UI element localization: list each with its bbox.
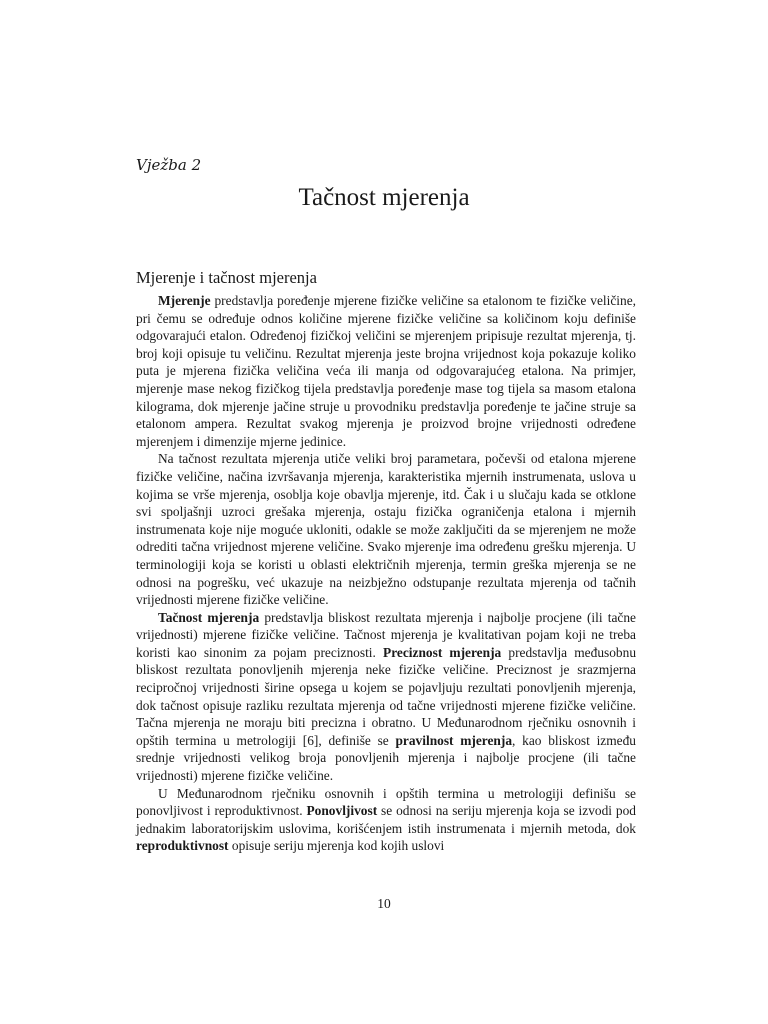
paragraph-2 <box>136 450 636 608</box>
page-number: 10 <box>377 896 391 911</box>
paragraph-3 <box>136 609 636 785</box>
section-heading: Mjerenje i tačnost mjerenja <box>136 268 317 287</box>
paragraph-1-text: predstavlja poređenje mjerene fizičke veličine sa etalonom te fizičke veličine, pri čemu se određuje odnos količine mjerene fizičke veličine sa količinom koju definiše odgovarajući etalon. Određenoj fizičkoj veličini se mjerenjem pripisuje rezultat mjerenja, tj. broj koji opisuje tu veličinu. Rezultat mjerenja jeste brojna vrijednost koja pokazuje koliko puta je mjerena fizička veličina veća ili manja od odgovarajućeg etalona. Na primjer, mjerenje mase nekog fizičkog tijela predstavlja poređenje mase tog tijela sa masom etalona kilograma, dok mjerenje jačine struje u provodniku predstavlja poređenje te jačine struje sa etalonom ampera. Rezultat svakog mjerenja je proizvod brojne vrijednosti određene mjerenjem i dimenzije mjerne jedinice. <box>136 293 636 449</box>
term-mjerenje: Mjerenje <box>158 293 211 308</box>
chapter-title: Tačnost mjerenja <box>298 184 470 211</box>
term-preciznost-mjerenja: Preciznost mjerenja <box>383 644 502 660</box>
paragraph-4 <box>136 785 636 855</box>
term-reproduktivnost: reproduktivnost <box>136 838 229 854</box>
term-ponovljivost: Ponovljivost <box>306 803 378 819</box>
chapter-label: Vježba 2 <box>136 156 202 174</box>
term-pravilnost-mjerenja: pravilnost mjerenja <box>395 732 513 748</box>
paragraph-4-text-a: U Međunarodnom rječniku osnovnih i opštih termina u metrologiji definišu se ponovljivost i reproduktivnost. <box>136 785 636 819</box>
body-text <box>136 292 636 855</box>
paragraph-4-text-b: se odnosi na seriju mjerenja koja se izvodi pod jednakim laboratorijskim uslovima, korišćenjem istih instrumenata i mjernih metoda, dok <box>136 803 636 836</box>
paragraph-3-text-a: predstavlja bliskost rezultata mjerenja i najbolje procjene (ili tačne vrijednosti) mjerene fizičke veličine. Tačnost mjerenja je kvalitativan pojam koji ne treba koristi kao sinonim za pojam preciznosti. <box>136 609 636 660</box>
paragraph-4-text-c: opisuje seriju mjerenja kod kojih uslovi <box>228 838 445 854</box>
term-tacnost-mjerenja: Tačnost mjerenja <box>158 609 260 625</box>
paragraph-3-text-c: , kao bliskost između srednje vrijednosti velikog broja ponovljenih mjerenja i najbolje procjene (ili tačne vrijednosti) mjerene fizičke veličine. <box>136 732 637 784</box>
paragraph-3-text-b: predstavlja međusobnu bliskost rezultata ponovljenih mjerenja neke fizičke veličine. Preciznost je srazmjerna recipročnoj vrijednosti širine opsega u kojem se pojavljuju rezultati ponovljenih mjerenja, dok tačnost opisuje razliku rezultata mjerenja od tačne vrijednosti mjerene fizičke veličine. Tačna mjerenja ne moraju biti precizna i obratno. U Međunarodnom rječniku osnovnih i opštih termina u metrologiji [6], definiše se <box>136 644 637 748</box>
paragraph-2-text: Na tačnost rezultata mjerenja utiče veliki broj parametara, počevši od etalona mjerene fizičke veličine, načina izvršavanja mjerenja, karakteristika mjernih instrumenata, uslova u kojima se vrše mjerenja, osoblja koje obavlja mjerenje, itd. Čak i u slučaju kada se otklone svi spoljašnji uzroci grešaka mjerenja, ostaju fizička ograničenja etalona i mjernih instrumenata koje nije moguće ukloniti, odakle se može zaključiti da se mjerenjem ne može odrediti tačna vrijednost mjerene veličine. Svako mjerenje ima određenu grešku mjerenja. U terminologiji koja se koristi u oblasti električnih mjerenja, termin greška mjerenja se ne odnosi na pogrešku, već ukazuje na neizbježno odstupanje rezultata mjerenja od tačnih vrijednosti mjerene fizičke veličine. <box>136 451 636 608</box>
paragraph-1 <box>136 292 636 450</box>
